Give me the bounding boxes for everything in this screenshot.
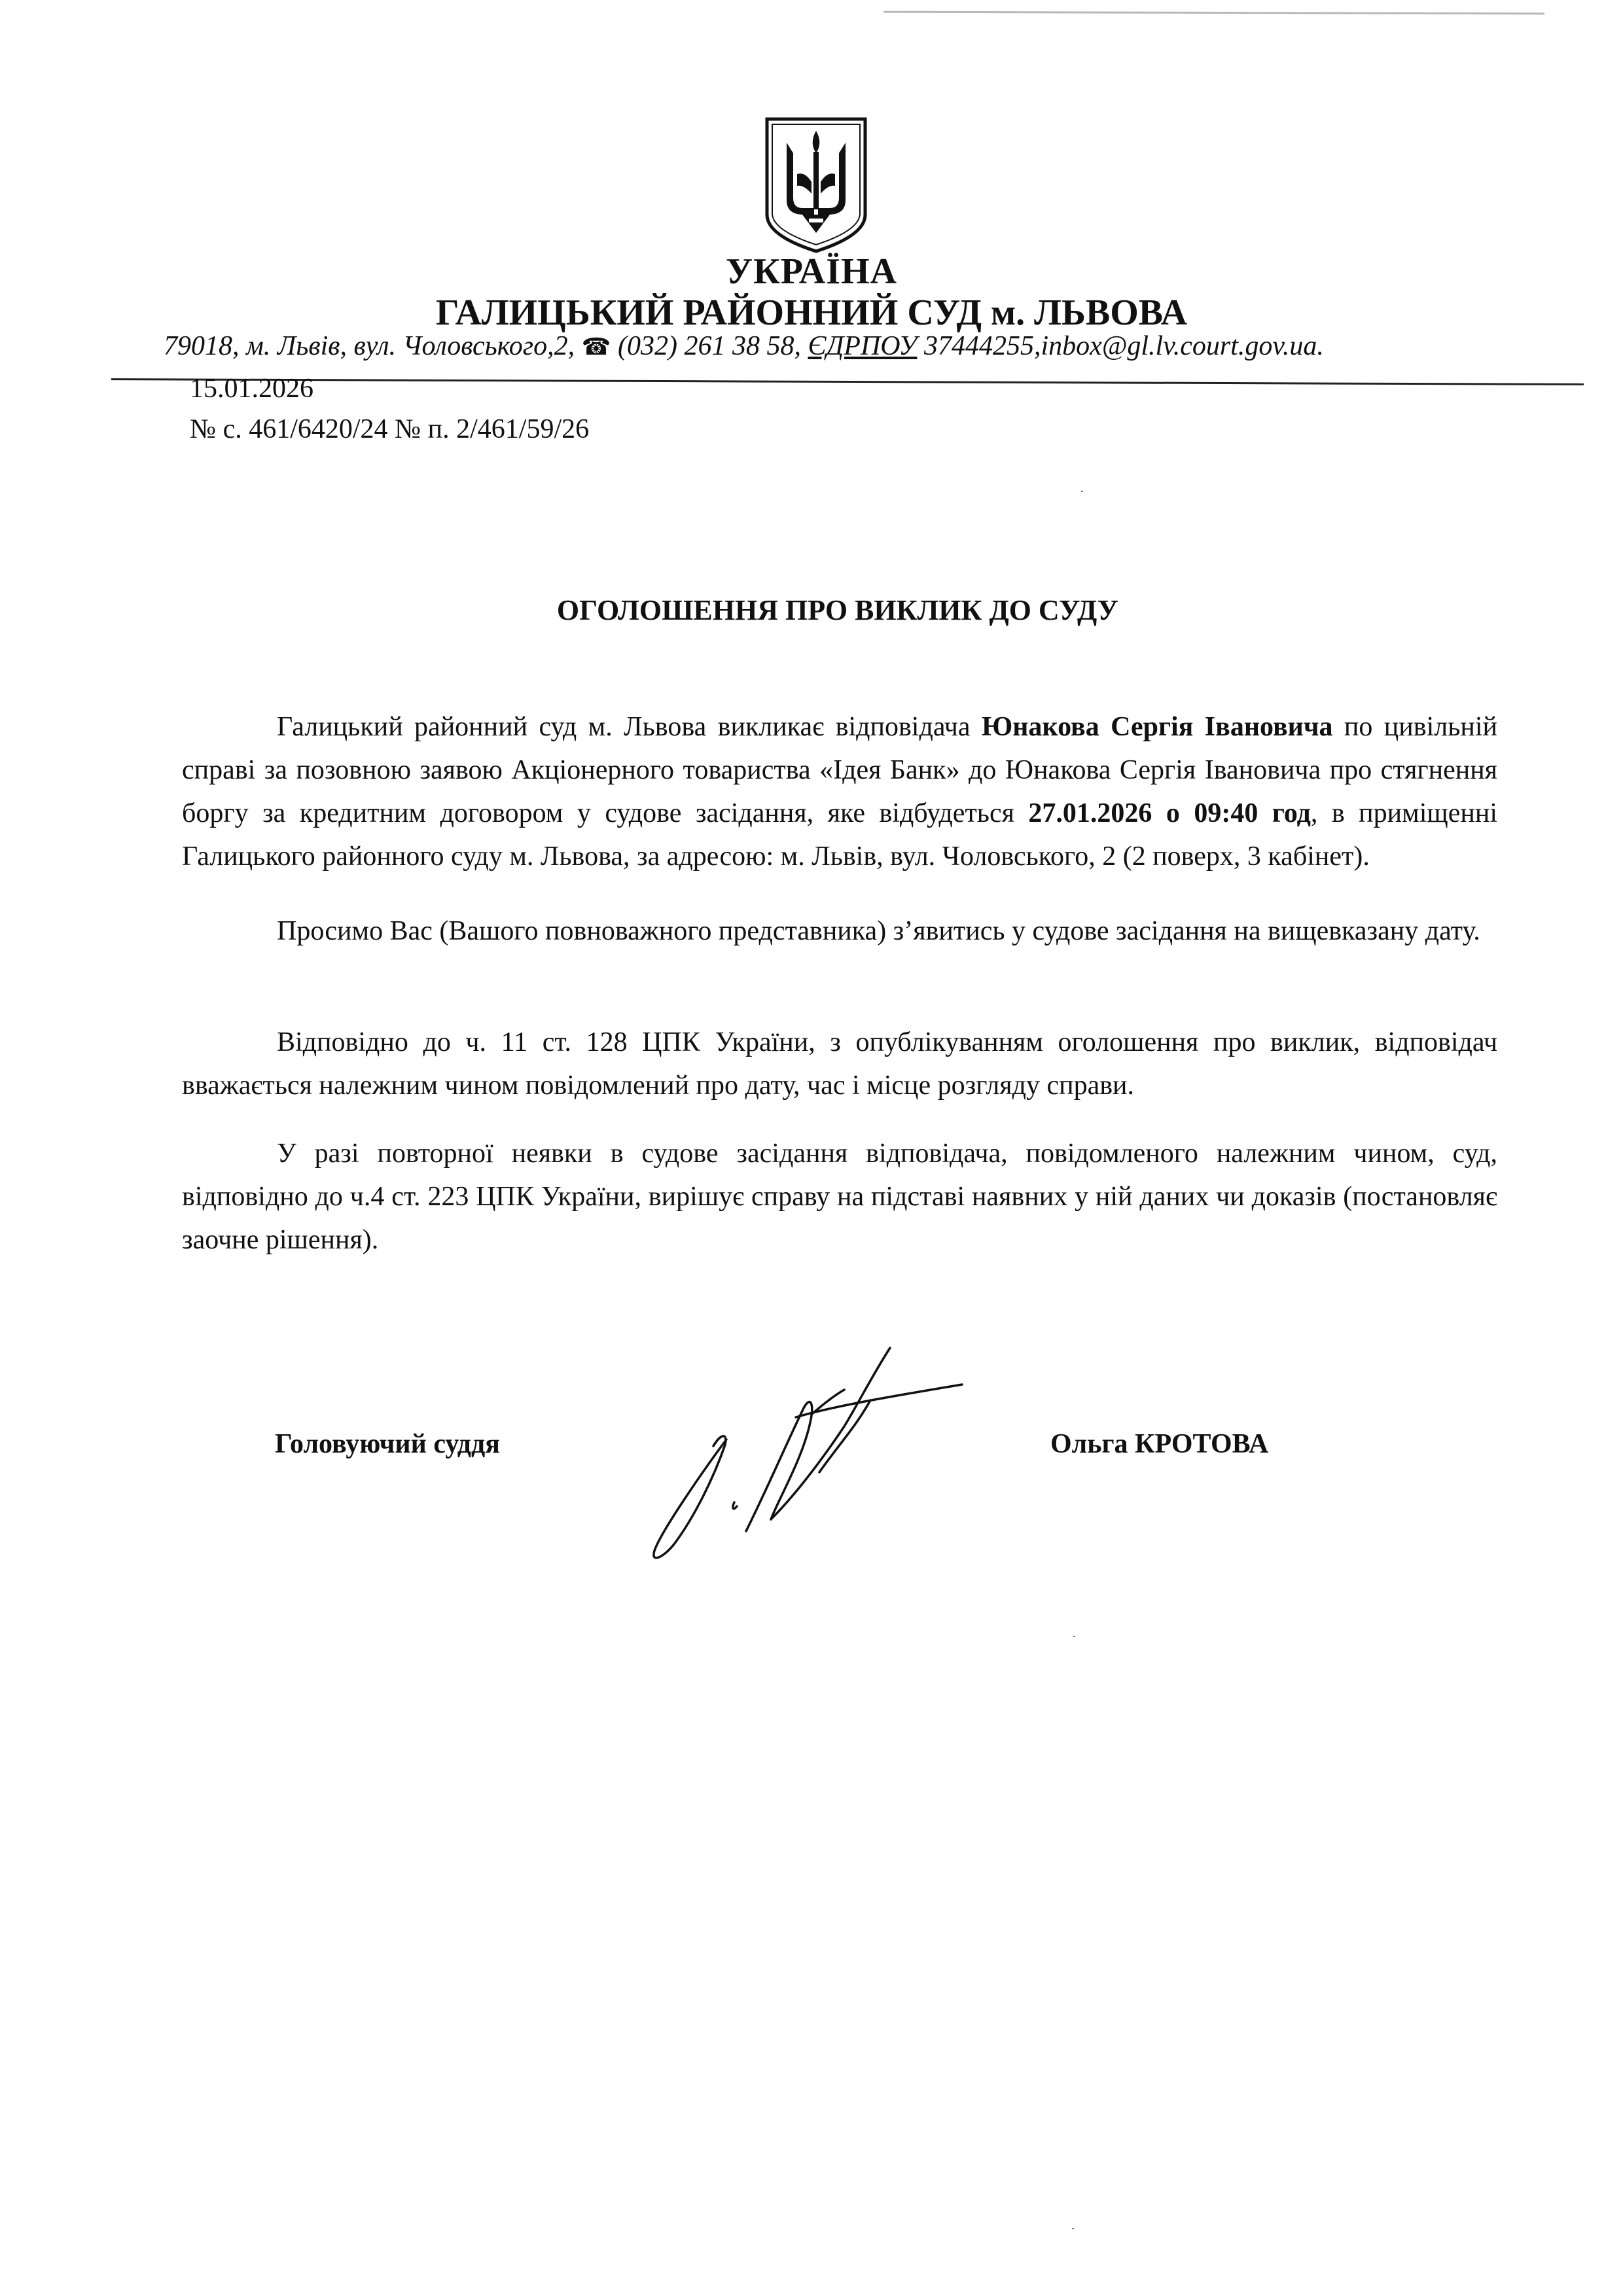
court-name-heading: ГАЛИЦЬКИЙ РАЙОННИЙ СУД м. ЛЬВОВА bbox=[435, 292, 1188, 333]
request-text: Просимо Вас (Вашого повноважного представника) з’явитись у судове засідання на вищевказану дату. bbox=[277, 916, 1480, 946]
case-numbers: № с. 461/6420/24 № п. 2/461/59/26 bbox=[190, 414, 590, 444]
signer-role: Головуючий суддя bbox=[275, 1429, 500, 1459]
edrpou-and-email: 37444255,inbox@gl.lv.court.gov.ua. bbox=[923, 331, 1324, 361]
hearing-datetime: 27.01.2026 о 09:40 год bbox=[1028, 798, 1311, 828]
absence-text: У разі повторної неявки в судове засідання відповідача, повідомленого належним чином, суд, відповідно до ч.4 ст. 223 ЦПК України, вирішує справу на підставі наявних у ній даних чи доказів (постановляє заочне рішення). bbox=[182, 1139, 1497, 1255]
summons-text-part2: по цивільній справі за позовною заявою Акціонерного товариства «Ідея Банк» до Юнакова Сергія Івановича про стягнення боргу за кредитним договором у судове засідання, яке відбудеться bbox=[182, 712, 1497, 828]
signature-icon bbox=[648, 1335, 975, 1570]
paragraph-absence bbox=[182, 1132, 1497, 1262]
document-date: 15.01.2026 bbox=[190, 374, 313, 404]
notice-text: Відповідно до ч. 11 ст. 128 ЦПК України, з опублікуванням оголошення про виклик, відповідач вважається належним чином повідомлений про дату, час і місце розгляду справи. bbox=[182, 1027, 1497, 1101]
paragraph-notice bbox=[182, 1021, 1497, 1107]
edrpou-label: ЄДРПОУ bbox=[808, 331, 918, 361]
scan-speck bbox=[1073, 1636, 1075, 1637]
paragraph-summons bbox=[182, 705, 1497, 878]
document-title: ОГОЛОШЕННЯ ПРО ВИКЛИК ДО СУДУ bbox=[556, 594, 1119, 626]
scan-edge-line bbox=[883, 11, 1544, 15]
country-heading: УКРАЇНА bbox=[726, 251, 897, 292]
court-phone: (032) 261 38 58, bbox=[617, 331, 801, 361]
paragraph-request bbox=[182, 910, 1497, 953]
defendant-name: Юнакова Сергія Івановича bbox=[981, 712, 1333, 742]
summons-text-part1: Галицький районний суд м. Львова викликає відповідача bbox=[277, 712, 982, 742]
summons-text-part3: , в приміщенні Галицького районного суду м. Львова, за адресою: м. Львів, вул. Чоловського, 2 (2 поверх, 3 кабінет). bbox=[182, 798, 1497, 872]
scan-speck bbox=[1072, 2228, 1074, 2229]
signer-name: Ольга КРОТОВА bbox=[1050, 1429, 1269, 1459]
phone-icon: ☎ bbox=[581, 334, 611, 360]
court-contacts-line bbox=[164, 330, 1324, 362]
scan-speck bbox=[1081, 491, 1083, 492]
coat-of-arms-icon bbox=[763, 116, 869, 254]
header-divider bbox=[111, 378, 1584, 385]
court-address: 79018, м. Львів, вул. Чоловського,2, bbox=[164, 331, 575, 361]
